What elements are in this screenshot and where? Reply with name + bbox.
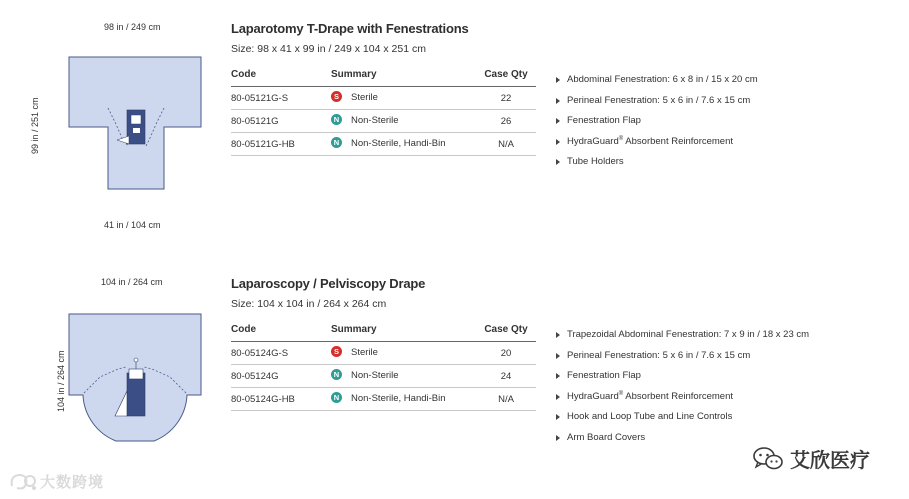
wechat-icon: [752, 443, 784, 473]
summary-text: Non-Sterile: [351, 115, 399, 127]
case-qty-cell: N/A: [476, 133, 536, 156]
summary-cell: [331, 388, 476, 411]
code-cell: 80-05121G: [231, 110, 331, 133]
column-header-summary: Summary: [331, 67, 476, 87]
fenestration-panel: [127, 373, 145, 416]
summary-text: Non-Sterile: [351, 370, 399, 382]
non-sterile-badge-icon: N: [331, 369, 342, 380]
drape2-side-dimension: 104 in / 264 cm: [56, 350, 66, 412]
product1-feature-list: [554, 74, 758, 177]
feature-item: Abdominal Fenestration: 6 x 8 in / 15 x 20 cm: [554, 74, 758, 95]
code-cell: 80-05124G-S: [231, 342, 331, 365]
summary-text: Sterile: [351, 347, 378, 359]
feature-item: Arm Board Covers: [554, 432, 809, 453]
feature-item: Hook and Loop Tube and Line Controls: [554, 411, 809, 432]
code-cell: 80-05121G-HB: [231, 133, 331, 156]
hook-loop-mark: [134, 358, 138, 362]
watermark-left-text: 大数跨境: [40, 474, 105, 491]
feature-item: Perineal Fenestration: 5 x 6 in / 7.6 x 15 cm: [554, 95, 758, 116]
table-row: [231, 365, 536, 388]
non-sterile-badge-icon: N: [331, 392, 342, 403]
summary-cell: [331, 342, 476, 365]
case-qty-cell: 26: [476, 110, 536, 133]
case-qty-cell: 20: [476, 342, 536, 365]
product1-spec-table: [231, 67, 536, 156]
non-sterile-badge-icon: N: [331, 137, 342, 148]
tube-control-hook: [129, 369, 143, 379]
column-header-summary: Summary: [331, 322, 476, 342]
watermark-right-text: 艾欣医疗: [790, 449, 870, 472]
table-row: [231, 342, 536, 365]
drape2-top-dimension: 104 in / 264 cm: [101, 277, 163, 287]
table-row: [231, 388, 536, 411]
case-qty-cell: N/A: [476, 388, 536, 411]
table-row: [231, 133, 536, 156]
feature-item: Fenestration Flap: [554, 370, 809, 391]
summary-text: Non-Sterile, Handi-Bin: [351, 138, 446, 150]
product2-title: Laparoscopy / Pelviscopy Drape: [231, 276, 426, 291]
table-row: [231, 110, 536, 133]
code-cell: 80-05124G: [231, 365, 331, 388]
product1-size: Size: 98 x 41 x 99 in / 249 x 104 x 251 cm: [231, 43, 426, 55]
fenestration-window: [131, 115, 141, 124]
feature-item: Perineal Fenestration: 5 x 6 in / 7.6 x 15 cm: [554, 350, 809, 371]
code-cell: 80-05121G-S: [231, 87, 331, 110]
summary-cell: [331, 365, 476, 388]
table-row: [231, 87, 536, 110]
watermark-logo-icon: [8, 472, 40, 492]
feature-item: Fenestration Flap: [554, 115, 758, 136]
product2-feature-list: [554, 329, 809, 453]
product2-spec-table: [231, 322, 536, 411]
case-qty-cell: 24: [476, 365, 536, 388]
product2-size: Size: 104 x 104 in / 264 x 264 cm: [231, 298, 387, 310]
drape1-side-dimension: 99 in / 251 cm: [30, 97, 40, 154]
watermark-left: [8, 471, 104, 492]
sterile-badge-icon: S: [331, 91, 342, 102]
drape1-top-dimension: 98 in / 249 cm: [104, 22, 161, 32]
product1-title: Laparotomy T-Drape with Fenestrations: [231, 21, 469, 36]
summary-cell: [331, 133, 476, 156]
summary-text: Non-Sterile, Handi-Bin: [351, 393, 446, 405]
column-header-case-qty: Case Qty: [476, 67, 536, 87]
non-sterile-badge-icon: N: [331, 114, 342, 125]
feature-item: HydraGuard® Absorbent Reinforcement: [554, 391, 809, 412]
case-qty-cell: 22: [476, 87, 536, 110]
feature-item: Trapezoidal Abdominal Fenestration: 7 x 9 in / 18 x 23 cm: [554, 329, 809, 350]
summary-text: Sterile: [351, 92, 378, 104]
summary-cell: [331, 87, 476, 110]
watermark-right: [752, 443, 870, 473]
summary-cell: [331, 110, 476, 133]
drape1-diagram: [60, 50, 210, 195]
tube-holder-mark: [133, 128, 140, 133]
feature-item: HydraGuard® Absorbent Reinforcement: [554, 136, 758, 157]
sterile-badge-icon: S: [331, 346, 342, 357]
code-cell: 80-05124G-HB: [231, 388, 331, 411]
column-header-code: Code: [231, 67, 331, 87]
column-header-code: Code: [231, 322, 331, 342]
drape1-bottom-dimension: 41 in / 104 cm: [104, 220, 161, 230]
column-header-case-qty: Case Qty: [476, 322, 536, 342]
feature-item: Tube Holders: [554, 156, 758, 177]
drape2-diagram: [60, 305, 210, 455]
